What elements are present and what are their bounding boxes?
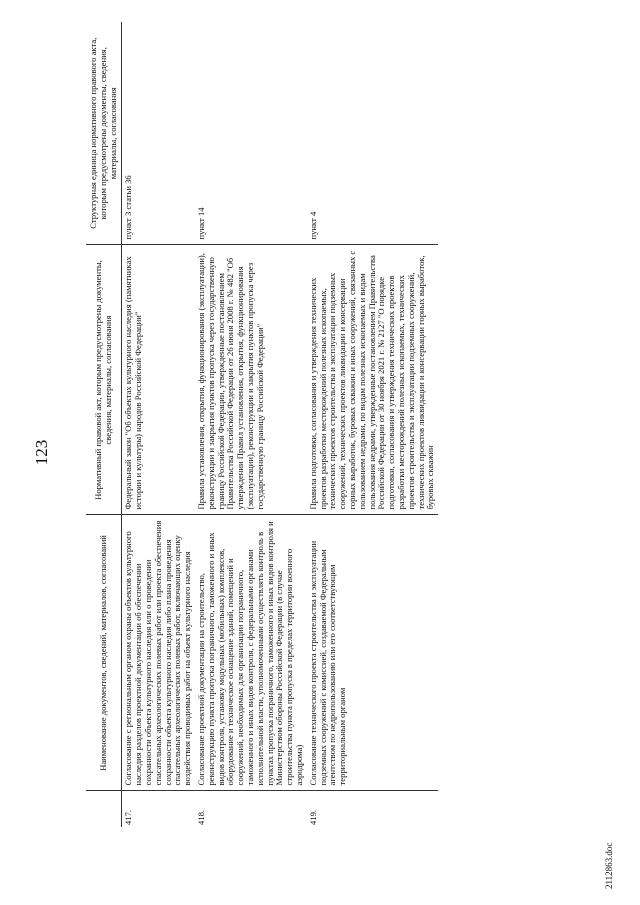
row-unit: пункт 14 bbox=[195, 22, 307, 245]
header-unit: Структурная единица нормативного правового акта, которым предусмотрены документы, сведения, материалы, согласования bbox=[86, 22, 122, 245]
regulations-table bbox=[86, 22, 438, 827]
document-code: 2112863.doc bbox=[604, 842, 614, 889]
row-name: Согласование с региональным органом охраны объектов культурного наследия разделов проектной документации об обеспечении сохранности объекта культурного наследия или о проведении спасательных археологических полевых работ или проекта обеспечения сохранности объекта культурного наследия либо плана проведения спасательных археологических полевых работ, включающих оценку воздействия проводимых работ на объект культурного наследия bbox=[122, 515, 195, 791]
header-act: Нормативный правовой акт, которым предусмотрены документы, сведения, материалы, согласования bbox=[86, 245, 122, 515]
row-unit: пункт 4 bbox=[307, 22, 438, 245]
row-act: Федеральный закон "Об объектах культурного наследия (памятниках истории и культуры) народов Российской Федерации" bbox=[122, 245, 195, 515]
header-name: Наименование документов, сведений, материалов, согласований bbox=[86, 515, 122, 791]
table-row bbox=[122, 22, 195, 827]
row-number: 417. bbox=[123, 809, 134, 825]
table-row bbox=[307, 22, 438, 827]
page-number: 123 bbox=[32, 439, 51, 466]
row-act: Правила установления, открытия, функционирования (эксплуатации), реконструкции и закрытия пунктов пропуска через государственную границу Российской Федерации, утвержденные постановлением Правительства Российской Федерации от 26 июня 2008 г. № 482 "Об утверждении Правил установления, открытия, функционирования (эксплуатации), реконструкции и закрытия пунктов пропуска через государственную границу Российской Федерации" bbox=[195, 245, 307, 515]
row-name: Согласование проектной документации на строительство, реконструкцию пункта пропуска пограничного, таможенного и иных видов контроля, установку модульных (мобильных) комплексов, оборудование и техническое оснащение зданий, помещений и сооружений, необходимых для организации пограничного, таможенного и иных видов контроля, с федеральными органами исполнительной власти, уполномоченными осуществлять контроль в пунктах пропуска пограничного, таможенного и иных видов контроля и Министерством обороны Российской Федерации (в случае строительства пункта пропуска в пределах территории военного аэродрома) bbox=[195, 515, 307, 791]
row-unit: пункт 3 статьи 36 bbox=[122, 22, 195, 245]
row-act: Правила подготовки, согласования и утверждения технических проектов разработки месторождений полезных ископаемых, технических проектов строительства и эксплуатации подземных сооружений, технических проектов ликвидации и консервации горных выработок, буровых скважин и иных сооружений, связанных с пользованием недрами, по видам полезных ископаемых и видам пользования недрами, утвержденные постановлением Правительства Российской Федерации от 30 ноября 2021 г. № 2127 "О порядке подготовки, согласования и утверждения технических проектов разработки месторождений полезных ископаемых, технических проектов строительства и эксплуатации подземных сооружений, технических проектов ликвидации и консервации горных выработок, буровых скважин bbox=[307, 245, 438, 515]
header-number bbox=[86, 791, 122, 827]
row-number: 418. bbox=[195, 809, 206, 825]
row-number: 419. bbox=[307, 809, 318, 825]
row-name: Согласование технического проекта строительства и эксплуатации подземных сооружений с комиссией, создаваемой Федеральным агентством по недропользованию или его соответствующим территориальным органом bbox=[307, 515, 438, 791]
table-header-row bbox=[86, 22, 122, 827]
table-row bbox=[195, 22, 307, 827]
